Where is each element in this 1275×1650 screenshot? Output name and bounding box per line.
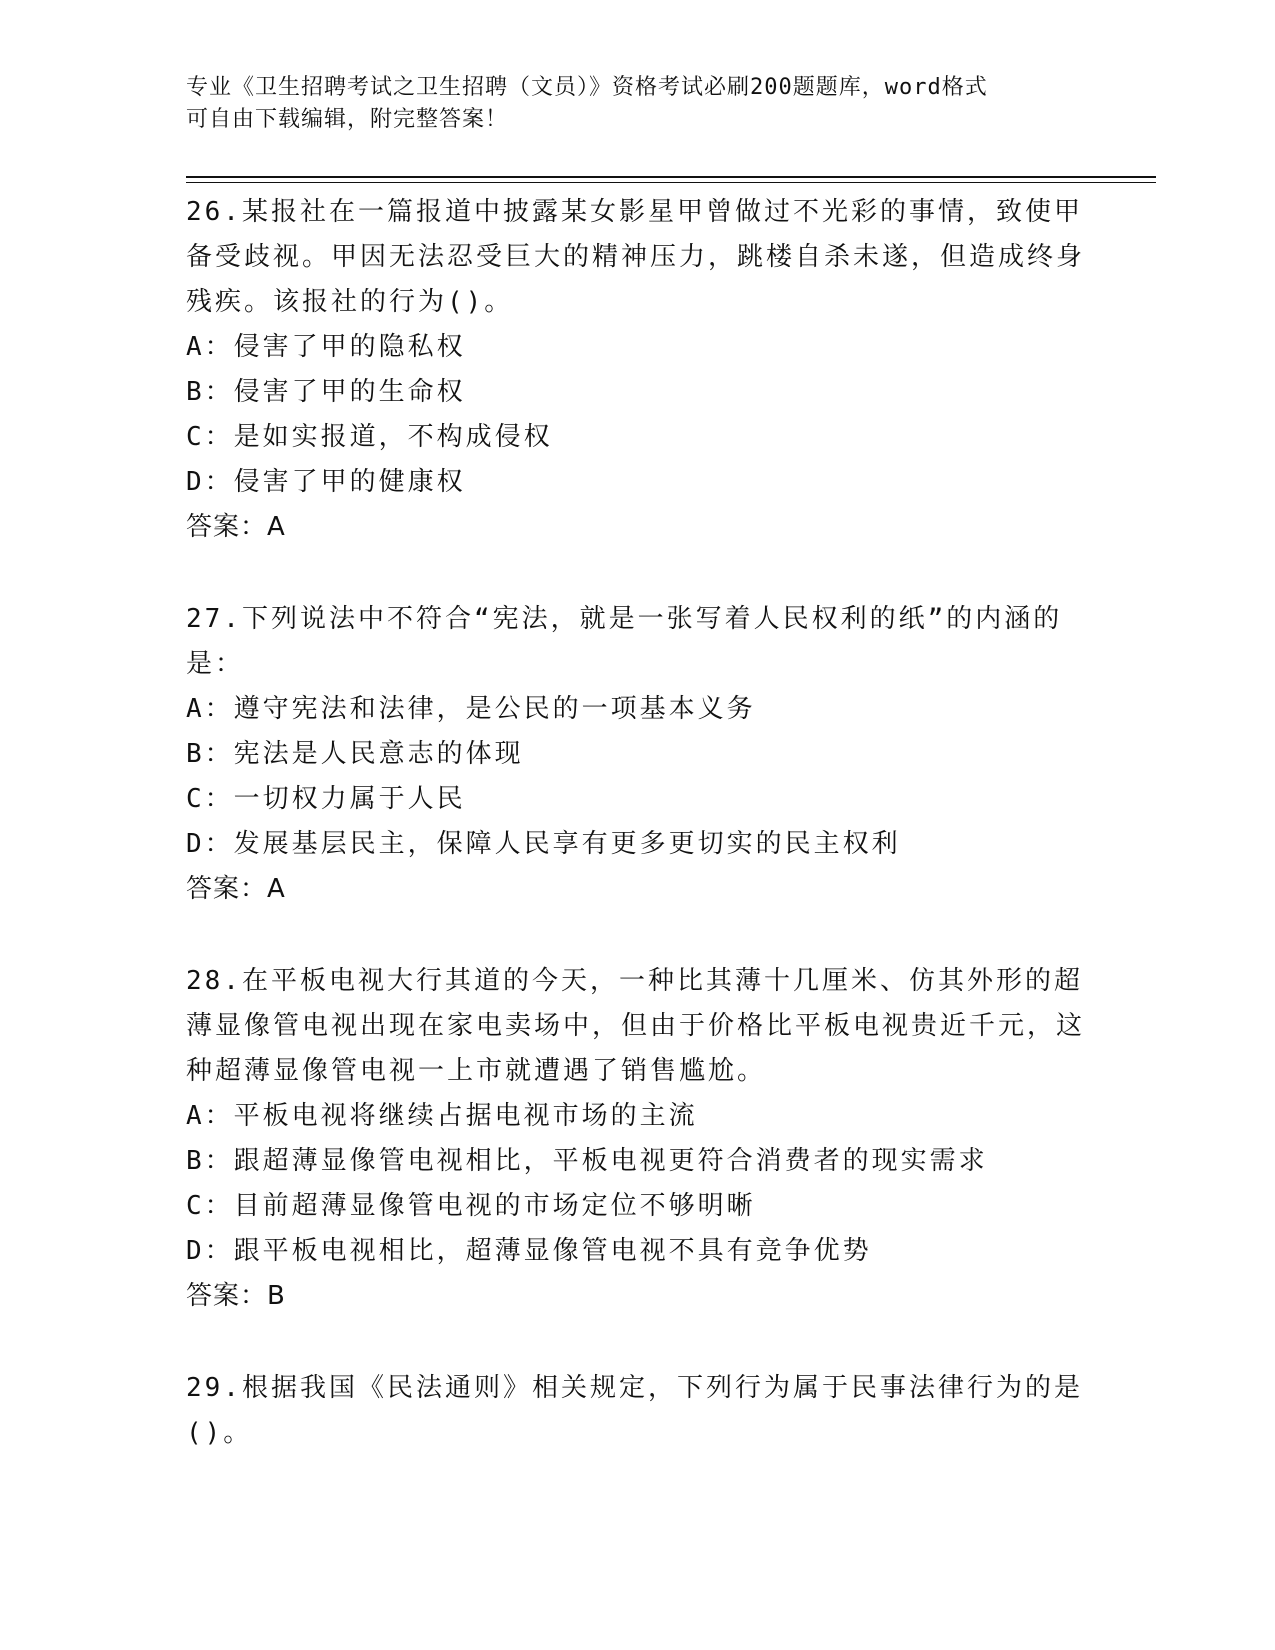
option-d: D：发展基层民主，保障人民享有更多更切实的民主权利 — [186, 829, 901, 859]
header-divider-thick — [186, 176, 1156, 178]
header-line-2: 可自由下载编辑，附完整答案！ — [186, 107, 509, 132]
option-b: B：宪法是人民意志的体现 — [186, 739, 524, 769]
option-b: B：跟超薄显像管电视相比，平板电视更符合消费者的现实需求 — [186, 1146, 988, 1176]
answer-label: 答案：B — [186, 1281, 286, 1311]
option-d: D：跟平板电视相比，超薄显像管电视不具有竞争优势 — [186, 1236, 872, 1266]
answer-label: 答案：A — [186, 874, 286, 904]
option-a: A：遵守宪法和法律，是公民的一项基本义务 — [186, 694, 756, 724]
header-divider-thin — [186, 182, 1156, 183]
answer-label: 答案：A — [186, 512, 286, 542]
question-stem: 26.某报社在一篇报道中披露某女影星甲曾做过不光彩的事情，致使甲备受歧视。甲因无法忍受巨大的精神压力，跳楼自杀未遂，但造成终身残疾。该报社的行为()。 — [186, 197, 1086, 317]
header-line-1: 专业《卫生招聘考试之卫生招聘（文员）》资格考试必刷200题题库，word格式 — [186, 75, 988, 100]
option-a: A：侵害了甲的隐私权 — [186, 332, 466, 362]
option-b: B：侵害了甲的生命权 — [186, 377, 466, 407]
option-c: C：一切权力属于人民 — [186, 784, 466, 814]
document-header — [186, 72, 1086, 136]
option-d: D：侵害了甲的健康权 — [186, 467, 466, 497]
option-a: A：平板电视将继续占据电视市场的主流 — [186, 1101, 698, 1131]
question-stem: 27.下列说法中不符合“宪法，就是一张写着人民权利的纸”的内涵的是： — [186, 604, 1063, 679]
question-stem: 28.在平板电视大行其道的今天，一种比其薄十几厘米、仿其外形的超薄显像管电视出现在家电卖场中，但由于价格比平板电视贵近千元，这种超薄显像管电视一上市就遭遇了销售尴尬。 — [186, 966, 1086, 1086]
question-29 — [186, 1366, 1086, 1456]
option-c: C：是如实报道，不构成侵权 — [186, 422, 553, 452]
option-c: C：目前超薄显像管电视的市场定位不够明晰 — [186, 1191, 756, 1221]
question-26 — [186, 190, 1086, 550]
question-list — [186, 190, 1086, 1503]
question-stem: 29.根据我国《民法通则》相关规定，下列行为属于民事法律行为的是()。 — [186, 1373, 1083, 1448]
question-28 — [186, 959, 1086, 1319]
question-27 — [186, 597, 1086, 912]
